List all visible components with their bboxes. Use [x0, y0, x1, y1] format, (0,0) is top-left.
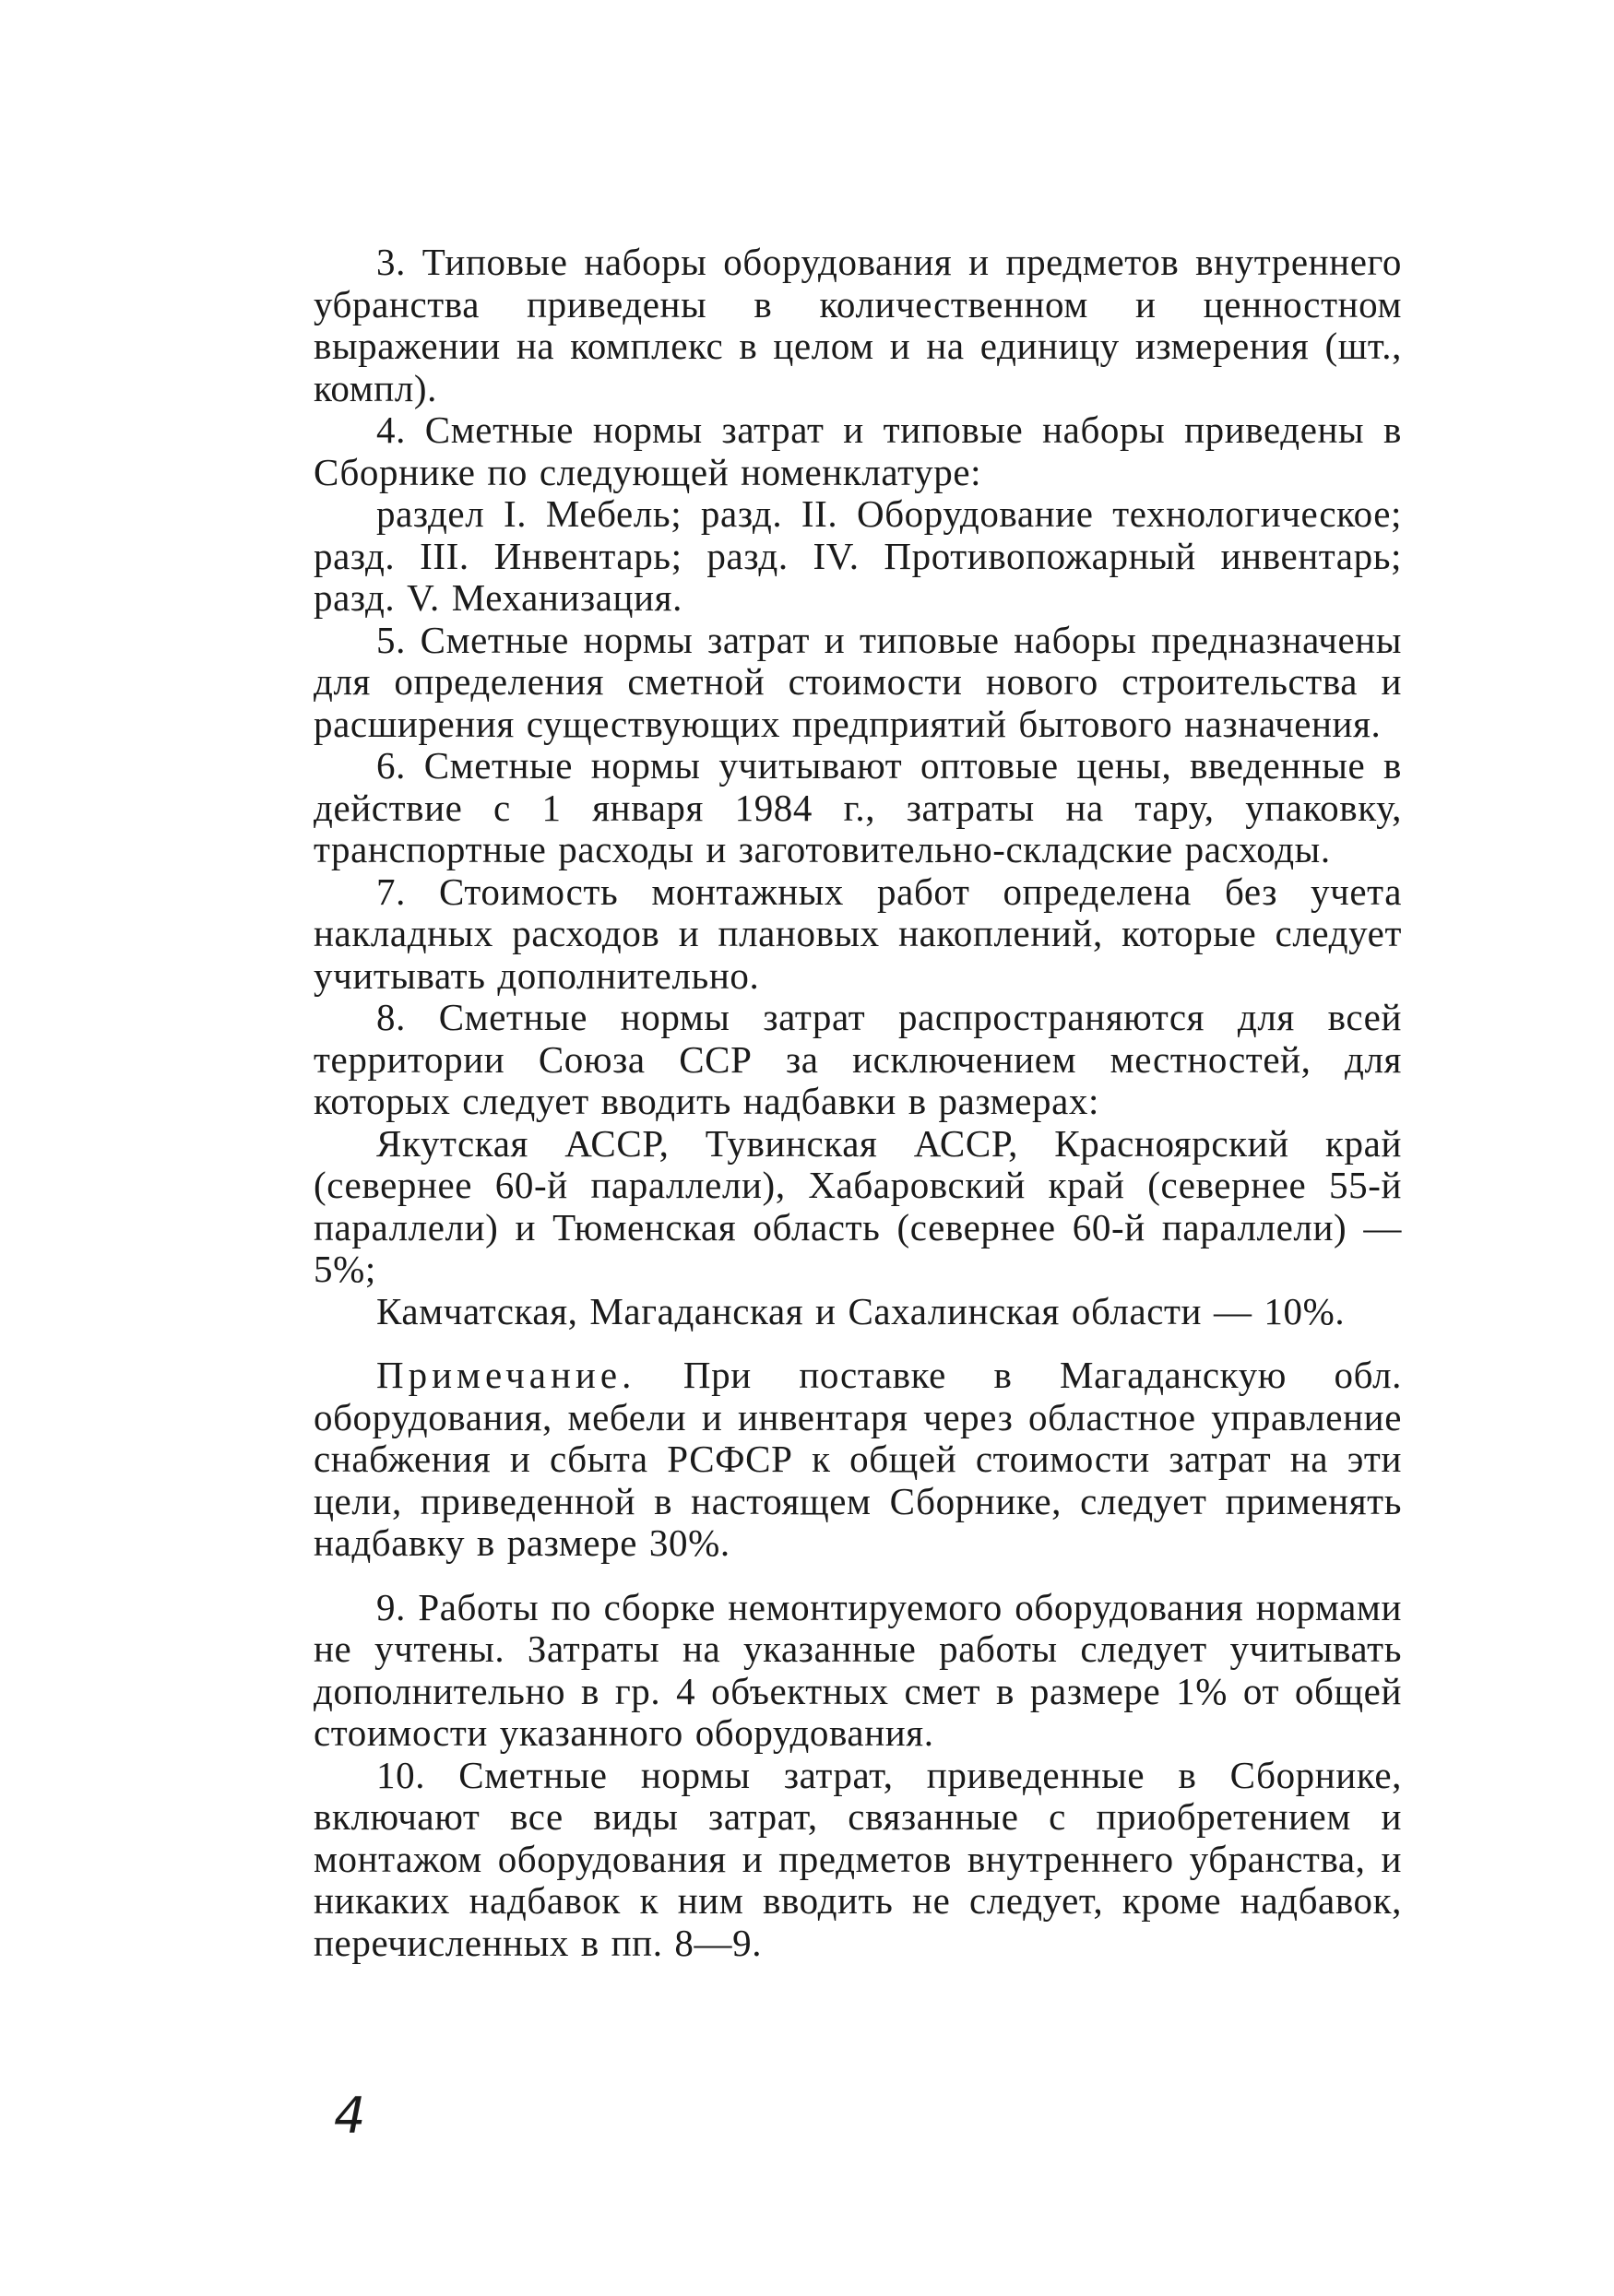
paragraph-5: 5. Сметные нормы затрат и типовые наборы предназначены для определения сметной стоимости нового строительства и расширения существующих предприятий бытового назначения. [314, 618, 1402, 745]
note-paragraph [314, 1355, 1402, 1565]
paragraph-3: 3. Типовые наборы оборудования и предметов внутреннего убранства приведены в количественном и ценностном выражении на комплекс в целом и на единицу измерения (шт., компл). [314, 241, 1402, 409]
note-label: Примечание. [376, 1354, 636, 1396]
document-body [314, 242, 1402, 1964]
paragraph-9: 9. Работы по сборке немонтируемого оборудования нормами не учтены. Затраты на указанные работы следует учитывать дополнительно в гр. 4 объектных смет в размере 1% от общей стоимости указанного оборудования. [314, 1585, 1402, 1754]
paragraph-8-regions-5: Якутская АССР, Тувинская АССР, Красноярский край (севернее 60-й параллели), Хабаровский край (севернее 55-й параллели) и Тюменская область (севернее 60-й параллели) — 5%; [314, 1121, 1402, 1290]
paragraph-8: 8. Сметные нормы затрат распространяются для всей территории Союза ССР за исключением местностей, для которых следует вводить надбавки в размерах: [314, 996, 1402, 1122]
paragraph-8-regions-10: Камчатская, Магаданская и Сахалинская области — 10%. [376, 1289, 1346, 1332]
paragraph-4-sections: раздел I. Мебель; разд. II. Оборудование технологическое; разд. III. Инвентарь; разд. IV. Противопожарный инвентарь; разд. V. Механизация. [314, 492, 1402, 619]
page-number: 4 [334, 2087, 366, 2145]
paragraph-7: 7. Стоимость монтажных работ определена без учета накладных расходов и плановых накоплений, которые следует учитывать дополнительно. [314, 870, 1402, 997]
note-text: При поставке в Магаданскую обл. оборудования, мебели и инвентаря через областное управление снабжения и сбыта РСФСР к общей стоимости затрат на эти цели, приведенной в настоящем Сборнике, следует применять надбавку в размере 30%. [314, 1354, 1402, 1564]
paragraph-4: 4. Сметные нормы затрат и типовые наборы приведены в Сборнике по следующей номенклатуре: [314, 408, 1402, 493]
paragraph-10: 10. Сметные нормы затрат, приведенные в Сборнике, включают все виды затрат, связанные с приобретением и монтажом оборудования и предметов внутреннего убранства, и никаких надбавок к ним вводить не следует, кроме надбавок, перечисленных в пп. 8—9. [314, 1753, 1402, 1964]
paragraph-6: 6. Сметные нормы учитывают оптовые цены, введенные в действие с 1 января 1984 г., затраты на тару, упаковку, транспортные расходы и заготовительно-складские расходы. [314, 744, 1402, 870]
